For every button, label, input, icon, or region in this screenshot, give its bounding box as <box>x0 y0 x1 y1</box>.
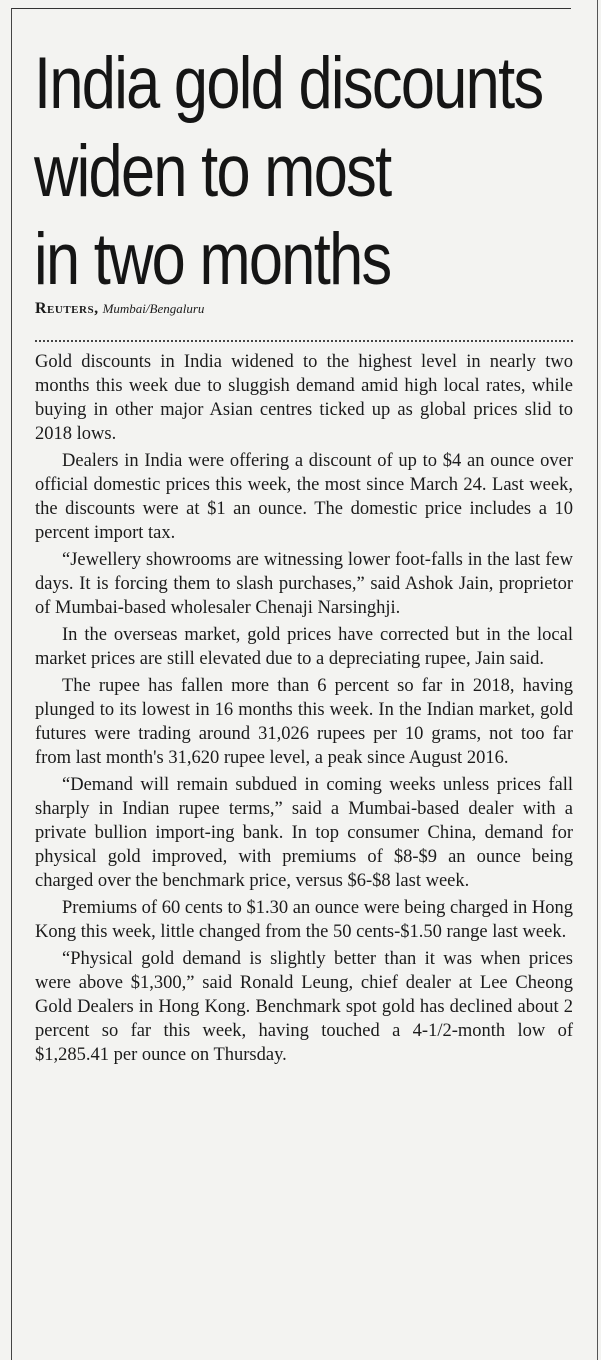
byline-agency: Reuters, <box>35 300 99 317</box>
byline <box>35 300 204 318</box>
paragraph: “Physical gold demand is slightly better than it was when prices were above $1,300,” said Ronald Leung, chief dealer at Lee Cheong Gold Dealers in Hong Kong. Benchmark spot gold has declined about 2 percent so far this week, having touched a 4-1/2-month low of $1,285.41 per ounce on Thursday. <box>35 949 573 1065</box>
dotted-divider <box>35 340 573 342</box>
paragraph: “Demand will remain subdued in coming weeks unless prices fall sharply in Indian rupee terms,” said a Mumbai-based dealer with a private bullion import-ing bank. In top consumer China, demand for physical gold improved, with premiums of $8-$9 an ounce being charged over the benchmark price, versus $6-$8 last week. <box>35 775 573 891</box>
headline-line-3: in two months <box>34 219 391 300</box>
headline-line-1: India gold discounts <box>34 43 543 124</box>
paragraph: Premiums of 60 cents to $1.30 an ounce were being charged in Hong Kong this week, little changed from the 50 cents-$1.50 range last week. <box>35 898 573 942</box>
article-headline <box>34 40 543 304</box>
paragraph: “Jewellery showrooms are witnessing lower foot-falls in the last few days. It is forcing them to slash purchases,” said Ashok Jain, proprietor of Mumbai-based wholesaler Chenaji Narsinghji. <box>35 550 573 618</box>
right-border-rule <box>597 0 598 1360</box>
article-body <box>35 350 573 1070</box>
headline-line-2: widen to most <box>34 131 391 212</box>
paragraph: Dealers in India were offering a discount of up to $4 an ounce over official domestic prices this week, the most since March 24. Last week, the discounts were at $1 an ounce. The domestic price includes a 10 percent import tax. <box>35 451 573 543</box>
top-border-rule <box>12 8 571 9</box>
paragraph: The rupee has fallen more than 6 percent so far in 2018, having plunged to its lowest in 16 months this week. In the Indian market, gold futures were trading around 31,026 rupees per 10 grams, not too far from last month's 31,620 rupee level, a peak since August 2016. <box>35 676 573 768</box>
paragraph: In the overseas market, gold prices have corrected but in the local market prices are still elevated due to a depreciating rupee, Jain said. <box>35 625 573 669</box>
paragraph: Gold discounts in India widened to the highest level in nearly two months this week due to sluggish demand amid high local rates, while buying in other major Asian centres ticked up as global prices slid to 2018 lows. <box>35 352 573 444</box>
byline-place: Mumbai/Bengaluru <box>102 301 205 316</box>
left-border-rule <box>11 8 12 1360</box>
